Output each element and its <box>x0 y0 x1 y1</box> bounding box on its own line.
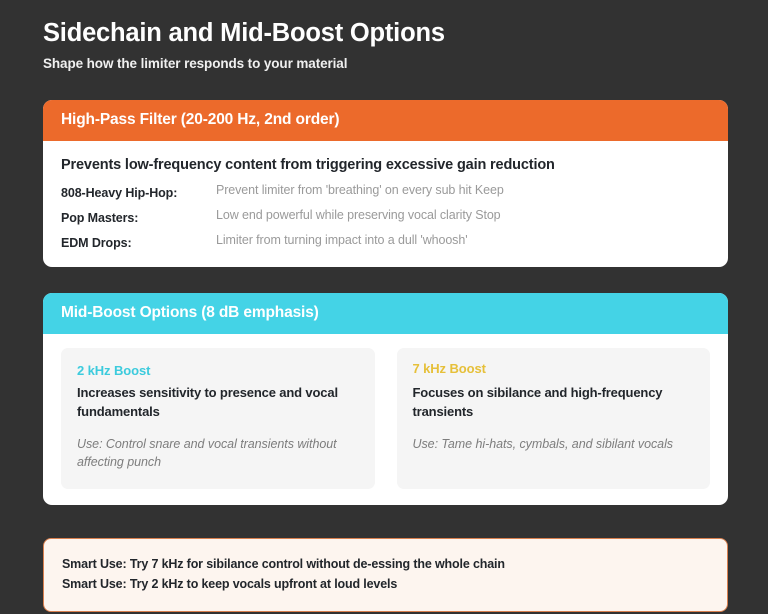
page-subtitle: Shape how the limiter responds to your material <box>43 56 348 72</box>
spec-value: Prevent limiter from 'breathing' on every sub hit Keep <box>216 183 504 198</box>
boost-panel-title: 7 kHz Boost <box>412 361 486 377</box>
smart-use-line: Smart Use: Try 7 kHz for sibilance control without de-essing the whole chain <box>62 557 505 572</box>
spec-label: EDM Drops: <box>61 236 132 251</box>
spec-value: Low end powerful while preserving vocal clarity Stop <box>216 208 501 223</box>
high-pass-filter-card-header: High-Pass Filter (20-200 Hz, 2nd order) <box>43 100 728 141</box>
high-pass-filter-card-body <box>43 141 728 267</box>
mid-boost-options-card <box>43 293 728 505</box>
mid-boost-options-grid <box>43 334 728 505</box>
page-header <box>43 18 728 71</box>
smart-use-line: Smart Use: Try 2 kHz to keep vocals upfront at loud levels <box>62 576 398 591</box>
high-pass-filter-card <box>43 100 728 267</box>
boost-panel-description: Increases sensitivity to presence and vocal fundamentals <box>77 385 338 419</box>
boost-panel-use-note: Use: Tame hi-hats, cymbals, and sibilant vocals <box>412 436 673 451</box>
spec-label: 808-Heavy Hip-Hop: <box>61 186 178 201</box>
spec-row <box>61 208 710 226</box>
boost-panel-7khz <box>397 348 711 489</box>
boost-panel-description: Focuses on sibilance and high-frequency transients <box>412 385 663 419</box>
spec-label: Pop Masters: <box>61 211 139 226</box>
boost-panel-use-note: Use: Control snare and vocal transients without affecting punch <box>77 436 337 470</box>
spec-row <box>61 183 710 201</box>
mid-boost-options-card-header: Mid-Boost Options (8 dB emphasis) <box>43 293 728 334</box>
smart-use-callout <box>43 538 728 612</box>
spec-row <box>61 233 710 251</box>
boost-panel-2khz <box>61 348 375 489</box>
boost-panel-title: 2 kHz Boost <box>77 363 151 379</box>
spec-value: Limiter from turning impact into a dull 'whoosh' <box>216 233 468 248</box>
page-title: Sidechain and Mid-Boost Options <box>43 19 445 47</box>
high-pass-filter-lead-text: Prevents low-frequency content from triggering excessive gain reduction <box>61 157 555 174</box>
